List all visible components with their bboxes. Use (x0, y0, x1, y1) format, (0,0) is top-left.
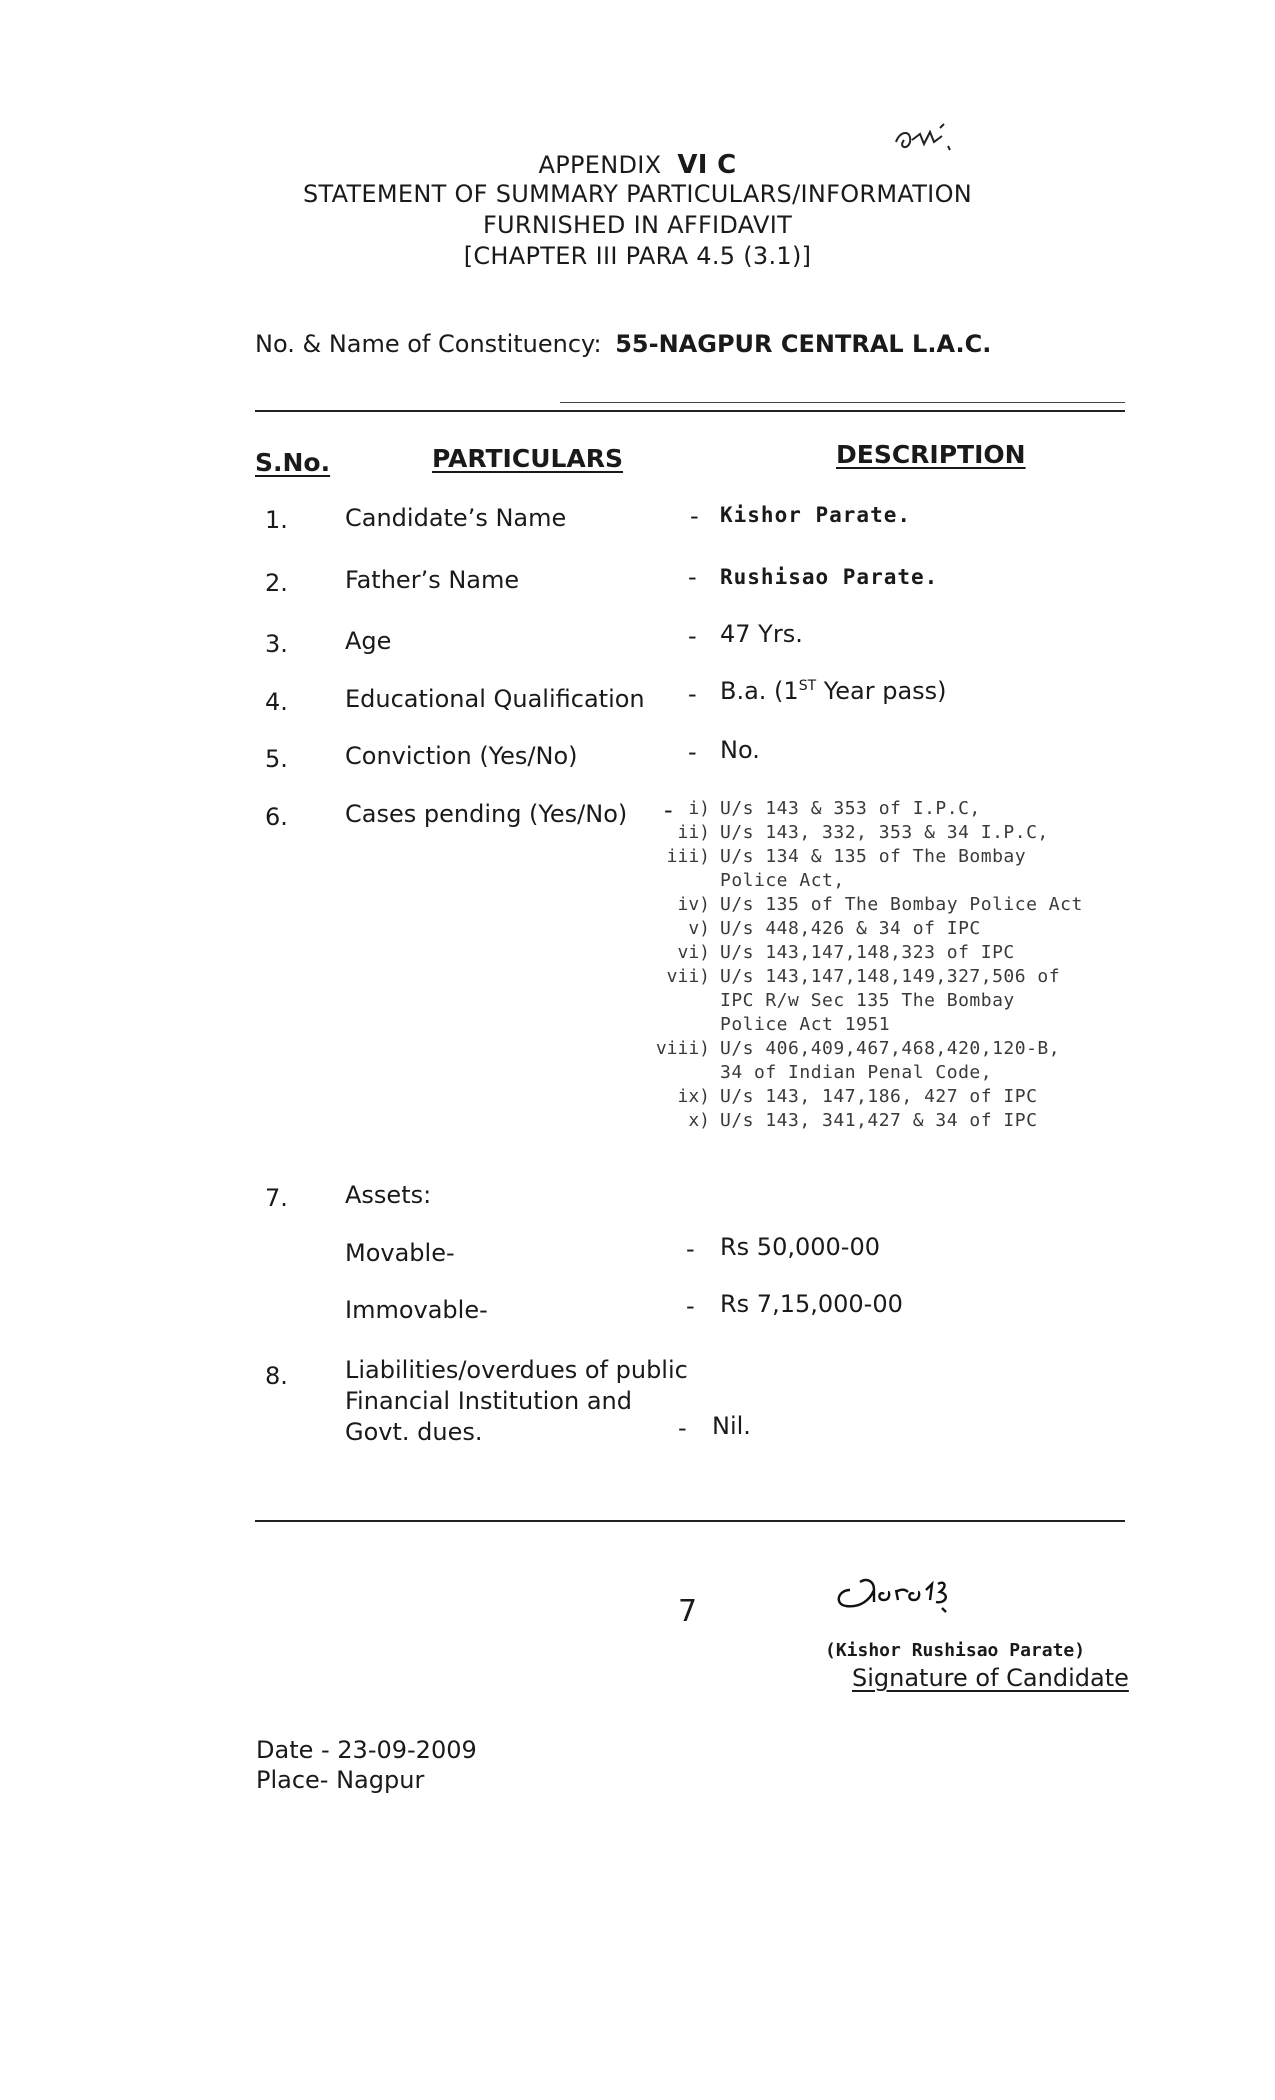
case-number: i) (688, 798, 710, 819)
date-line: Date - 23-09-2009 (256, 1736, 477, 1764)
case-text: Police Act 1951 (720, 1014, 891, 1035)
age-value: 47 Yrs. (720, 620, 803, 648)
row-number: 1. (265, 506, 288, 534)
candidate-name-value: Kishor Parate. (720, 503, 912, 527)
case-number: vii) (666, 966, 710, 987)
qualification-text-tail: Year pass) (816, 677, 947, 705)
constituency-label: No. & Name of Constituency: (255, 330, 602, 358)
signature-caption: Signature of Candidate (852, 1664, 1129, 1692)
case-number: vi) (677, 942, 710, 963)
case-text: U/s 143 & 353 of I.P.C, (720, 798, 981, 819)
row-dash: - (688, 622, 697, 650)
qualification-text: B.a. (1 (720, 677, 799, 705)
row-dash: - (688, 680, 697, 708)
case-text: U/s 143,147,148,149,327,506 of (720, 966, 1061, 987)
case-number: iv) (677, 894, 710, 915)
qualification-sup: ST (798, 678, 817, 694)
immovable-value: Rs 7,15,000-00 (720, 1290, 903, 1318)
appendix-number: VI C (677, 150, 737, 180)
row-dash: - (686, 1235, 695, 1263)
case-text: U/s 143, 332, 353 & 34 I.P.C, (720, 822, 1049, 843)
row-dash: - (688, 738, 697, 766)
column-sno: S.No. (255, 448, 331, 477)
case-text: U/s 406,409,467,468,420,120-B, (720, 1038, 1061, 1059)
case-number: v) (688, 918, 710, 939)
column-particulars: PARTICULARS (432, 444, 624, 473)
immovable-label: Immovable- (345, 1296, 488, 1324)
place-line: Place- Nagpur (256, 1766, 425, 1794)
row-particular: Cases pending (Yes/No) (345, 800, 628, 828)
row-dash: - (686, 1292, 695, 1320)
row-number: 3. (265, 630, 288, 658)
appendix-title (0, 150, 1275, 180)
row-particular: Conviction (Yes/No) (345, 742, 578, 770)
row-dash: - (664, 796, 673, 824)
movable-value: Rs 50,000-00 (720, 1233, 880, 1261)
liabilities-line: Govt. dues. (345, 1418, 483, 1446)
liabilities-line: Liabilities/overdues of public (345, 1356, 688, 1384)
row-number: 7. (265, 1184, 288, 1212)
appendix-label: APPENDIX (538, 151, 662, 179)
case-text: U/s 143,147,148,323 of IPC (720, 942, 1015, 963)
liabilities-line: Financial Institution and (345, 1387, 632, 1415)
row-number: 5. (265, 745, 288, 773)
assets-label: Assets: (345, 1181, 432, 1209)
case-text: U/s 135 of The Bombay Police Act (720, 894, 1083, 915)
row-number: 8. (265, 1362, 288, 1390)
case-text: IPC R/w Sec 135 The Bombay (720, 990, 1015, 1011)
qualification-value (720, 677, 947, 705)
signature-mark: 7 (678, 1594, 698, 1629)
row-particular: Educational Qualification (345, 685, 645, 713)
column-description: DESCRIPTION (836, 440, 1026, 469)
liabilities-value: Nil. (712, 1412, 751, 1440)
row-number: 6. (265, 803, 288, 831)
row-particular: Candidate’s Name (345, 504, 567, 532)
case-number: ii) (677, 822, 710, 843)
top-rule-shadow (560, 402, 1125, 403)
case-text: U/s 448,426 & 34 of IPC (720, 918, 981, 939)
case-text: U/s 143, 341,427 & 34 of IPC (720, 1110, 1038, 1131)
signature-ink (830, 1560, 1010, 1620)
case-number: x) (688, 1110, 710, 1131)
case-number: ix) (677, 1086, 710, 1107)
row-dash: - (678, 1414, 687, 1442)
row-particular: Father’s Name (345, 566, 520, 594)
case-text: U/s 134 & 135 of The Bombay (720, 846, 1027, 867)
affidavit-title: FURNISHED IN AFFIDAVIT (482, 211, 793, 239)
constituency-value: 55-NAGPUR CENTRAL L.A.C. (615, 330, 992, 358)
bottom-rule (255, 1520, 1125, 1522)
conviction-value: No. (720, 736, 760, 764)
row-dash: - (688, 563, 697, 591)
row-number: 4. (265, 688, 288, 716)
constituency-line (255, 330, 991, 358)
statement-title: STATEMENT OF SUMMARY PARTICULARS/INFORMATION (302, 180, 973, 208)
row-number: 2. (265, 569, 288, 597)
movable-label: Movable- (345, 1239, 455, 1267)
case-number: iii) (666, 846, 710, 867)
chapter-reference: [CHAPTER III PARA 4.5 (3.1)] (463, 242, 812, 270)
case-text: 34 of Indian Penal Code, (720, 1062, 993, 1083)
case-number: viii) (655, 1038, 710, 1059)
top-rule (255, 410, 1125, 412)
case-text: U/s 143, 147,186, 427 of IPC (720, 1086, 1038, 1107)
row-dash: - (690, 502, 699, 530)
father-name-value: Rushisao Parate. (720, 565, 939, 589)
case-text: Police Act, (720, 870, 845, 891)
row-particular: Age (345, 627, 392, 655)
signatory-name: (Kishor Rushisao Parate) (825, 1640, 1086, 1661)
